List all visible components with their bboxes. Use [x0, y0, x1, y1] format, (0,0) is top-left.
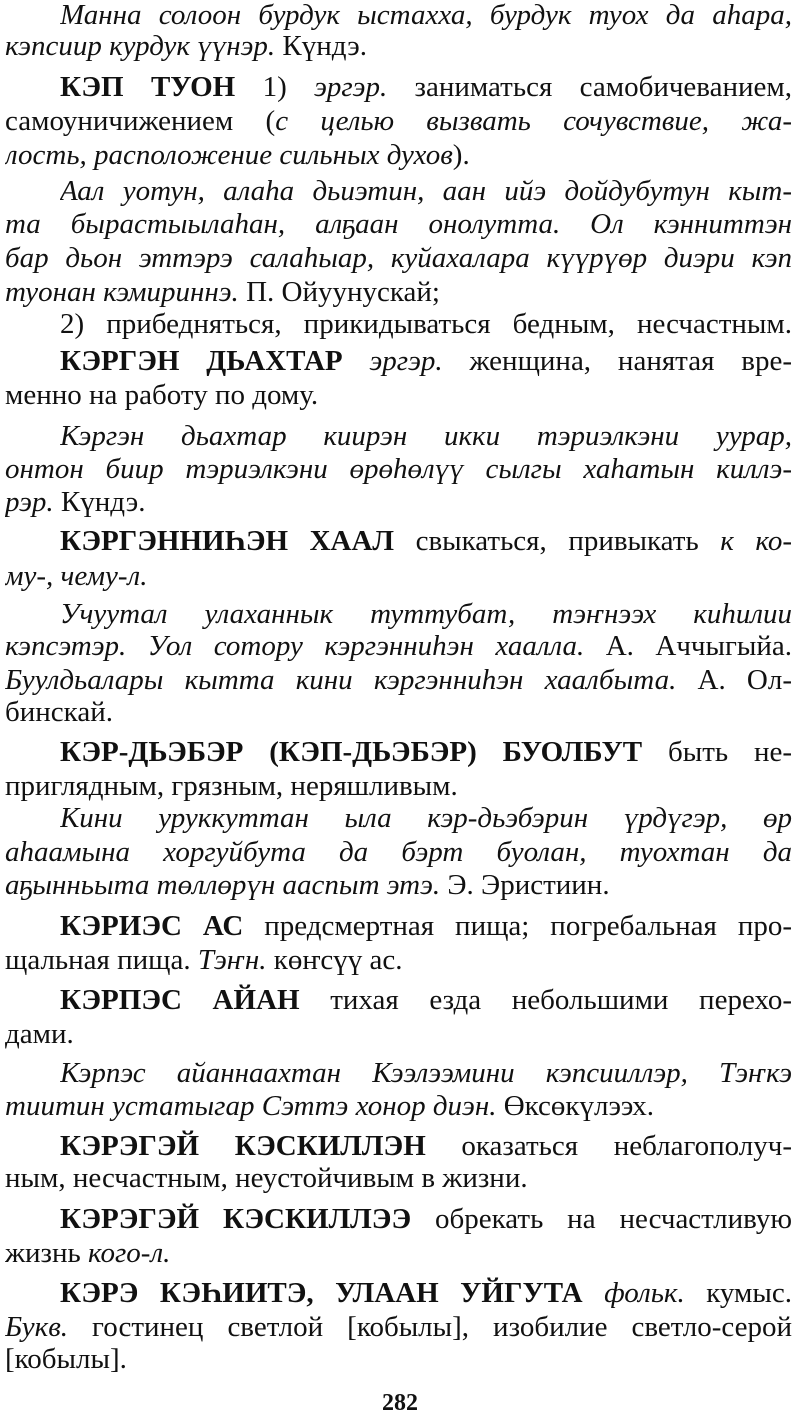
text-line — [60, 907, 792, 945]
text — [343, 345, 370, 377]
headword: КЭП ТУОН — [60, 71, 236, 103]
italic-text: Учуутал улаханнык туттубат, тэҥнээх киhилии — [60, 598, 792, 630]
text: оказаться неблагополуч- — [425, 1130, 792, 1162]
italic-text: Кэргэн дьахтар киирэн икки тэриэлкэни уурар, — [60, 420, 792, 452]
italic-text: Букв. — [5, 1311, 69, 1343]
text-line — [5, 483, 792, 521]
italic-text: с целью вызвать сочувствие, жа- — [275, 105, 792, 137]
text: Өксөкүлээх. — [496, 1090, 654, 1122]
text: свыкаться, привыкать — [394, 525, 721, 557]
text-line — [5, 627, 792, 665]
text-line — [60, 522, 792, 560]
text — [583, 1277, 605, 1309]
text-line — [60, 981, 792, 1019]
text-line — [5, 239, 792, 277]
text: жизнь — [5, 1237, 89, 1269]
text: бинскай. — [5, 696, 113, 728]
italic-text: кэпсиир курдук үүнэр. — [5, 30, 276, 62]
italic-text: к ко- — [720, 525, 792, 557]
italic-text: Манна солоон бурдук ыстахха, бурдук туох да аhара, — [60, 0, 792, 31]
text: предсмертная пища; погребальная про- — [243, 910, 792, 942]
text-line — [60, 342, 792, 380]
italic-text: рэр. — [5, 486, 54, 518]
italic-text: кого-л. — [88, 1237, 171, 1269]
text: заниматься самобичеванием, — [387, 71, 792, 103]
text-line — [5, 1234, 792, 1272]
text-line — [5, 1087, 792, 1125]
italic-text: кэпсэтэр. Уол сотору кэргэнниhэн хаалла. — [5, 630, 585, 662]
italic-text: Кини уруккуттан ыла кэр-дьэбэрин үрдүгэр, өр — [60, 802, 792, 834]
headword: КЭРЭГЭЙ КЭСКИЛЛЭН — [60, 1130, 426, 1162]
text-line — [5, 941, 792, 979]
headword: КЭРПЭС АЙАН — [60, 984, 300, 1016]
text: самоуничижением ( — [5, 105, 276, 137]
text: А. Ол- — [676, 664, 792, 696]
italic-text: бар дьон эттэрэ салаhыар, куйахалара күүрүөр диэри кэп — [5, 242, 792, 274]
text: дами. — [5, 1018, 74, 1050]
italic-text: фольк. — [604, 1277, 685, 1309]
text: щальная пища. — [5, 944, 198, 976]
italic-text: лость, расположение сильных духов — [5, 139, 453, 171]
text-line — [5, 27, 792, 65]
text: женщина, нанятая вре- — [442, 345, 792, 377]
text: приглядным, грязным, неряшливым. — [5, 770, 458, 802]
headword: КЭРЭГЭЙ КЭСКИЛЛЭЭ — [60, 1203, 412, 1235]
text: А. Аччыгыйа. — [584, 630, 792, 662]
text: ). — [452, 139, 470, 171]
text: кумыс. — [684, 1277, 792, 1309]
text: менно на работу по дому. — [5, 379, 319, 411]
text-line — [5, 866, 792, 904]
italic-text: Буулдьалары кытта кини кэргэнниhэн хаалбыта. — [5, 664, 677, 696]
text-line — [60, 68, 792, 106]
text: гостинец светлой [кобылы], изобилие светло-серой — [68, 1311, 792, 1343]
text-line — [60, 305, 792, 343]
italic-text: аҕынньыта төллөрүн ааспыт этэ. — [5, 869, 441, 901]
text: 2) прибедняться, прикидываться бедным, несчастным. — [60, 308, 792, 340]
text: Күндэ. — [275, 30, 367, 62]
text: көҥсүү ас. — [266, 944, 403, 976]
italic-text: Аал уотун, алаhа дьиэтин, аан ийэ дойдубутун кыт- — [60, 175, 792, 207]
text: Э. Эристиин. — [440, 869, 610, 901]
text-line — [5, 1159, 792, 1197]
text-line — [5, 557, 792, 595]
headword: КЭРГЭННИҺЭН ХААЛ — [60, 525, 395, 557]
italic-text: туонан кэмириннэ. — [5, 276, 239, 308]
italic-text: Кэрпэс айаннаахтан Кээлээмини кэпсииллэр, Тэҥкэ — [60, 1057, 792, 1089]
headword: КЭРИЭС АС — [60, 910, 244, 942]
text-line — [5, 1015, 792, 1053]
text: П. Ойуунускай; — [238, 276, 440, 308]
text: ным, несчастным, неустойчивым в жизни. — [5, 1162, 528, 1194]
text-line — [5, 693, 792, 731]
italic-text: му-, чему-л. — [5, 560, 148, 592]
text-line — [5, 205, 792, 243]
headword: КЭРЭ КЭҺИИТЭ, УЛААН УЙГУТА — [60, 1277, 583, 1309]
italic-text: аhаамына хоргуйбута да бэрт буолан, туохтан да — [5, 836, 792, 868]
text-line — [5, 136, 792, 174]
italic-text: эргэр. — [314, 71, 388, 103]
text: быть не- — [642, 736, 792, 768]
italic-text: Тэҥн. — [197, 944, 267, 976]
italic-text: тиитин устатыгар Сэттэ хонор диэн. — [5, 1090, 497, 1122]
text-line — [5, 376, 792, 414]
text-line — [5, 102, 792, 140]
text-line — [60, 733, 792, 771]
italic-text: эргэр. — [369, 345, 443, 377]
italic-text: та бырастыылаhан, алҕаан онолутта. Ол кэнниттэн — [5, 208, 792, 240]
text-line — [60, 1274, 792, 1312]
text-line — [60, 1200, 792, 1238]
text: [кобылы]. — [5, 1343, 127, 1375]
text: тихая езда небольшими перехо- — [299, 984, 792, 1016]
headword: КЭР-ДЬЭБЭР (КЭП-ДЬЭБЭР) БУОЛБУТ — [60, 736, 643, 768]
text: Күндэ. — [53, 486, 146, 518]
headword: КЭРГЭН ДЬАХТАР — [60, 345, 343, 377]
italic-text: онтон биир тэриэлкэни өрөhөлүү сылгы хаhатын киллэ- — [5, 453, 792, 485]
text-line — [60, 799, 792, 837]
text: обрекать на несчастливую — [411, 1203, 792, 1235]
page-number: 282 — [382, 1390, 418, 1416]
text-line — [5, 1340, 792, 1378]
text: 1) — [235, 71, 315, 103]
